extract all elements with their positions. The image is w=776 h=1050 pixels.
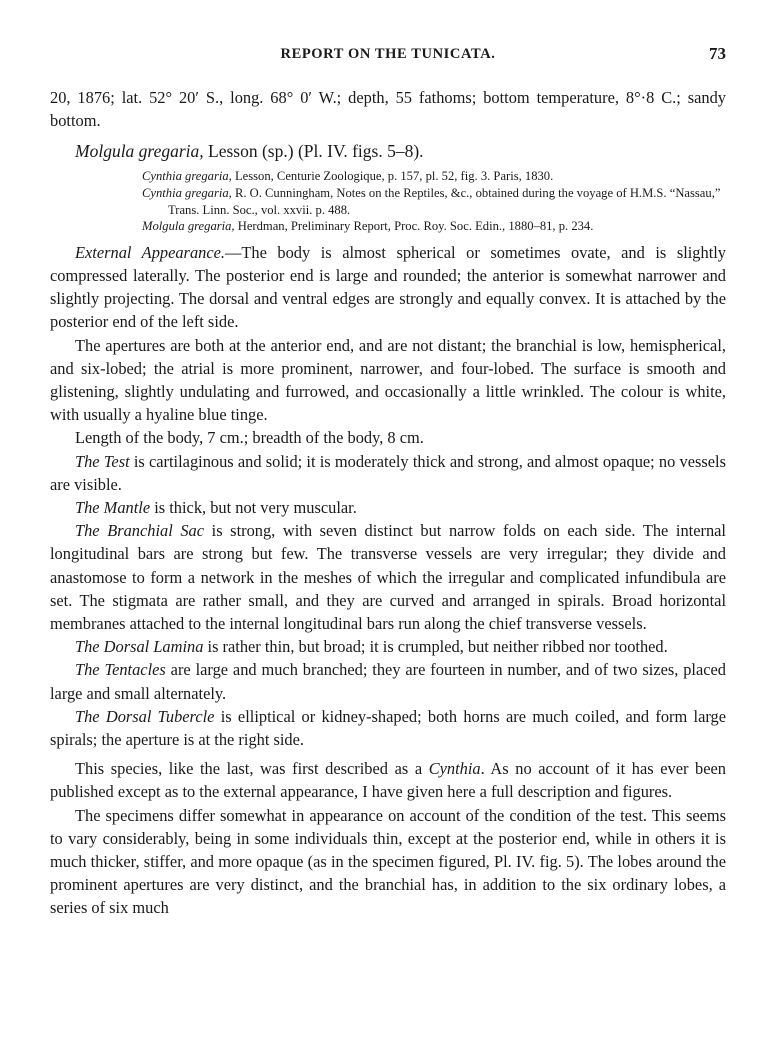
page-body	[50, 86, 726, 920]
paragraph-text: —The body is almost spherical or sometimes ovate, and is slightly compressed laterally. The posterior end is large and rounded; the anterior is somewhat narrower and slightly projecting. The dorsal and ventral edges are strongly and equally convex. It is attached by the posterior end of the left side.	[50, 242, 727, 332]
dorsal-lamina-paragraph	[50, 635, 726, 658]
tentacles-paragraph	[50, 658, 726, 704]
section-lead: The Test	[75, 451, 130, 471]
apertures-paragraph	[50, 334, 726, 427]
history-paragraph	[50, 757, 726, 803]
section-lead: The Dorsal Tubercle	[75, 706, 215, 726]
species-heading	[75, 139, 726, 163]
reference-taxon: Cynthia gregaria,	[142, 169, 232, 184]
running-title: REPORT ON THE TUNICATA.	[280, 46, 496, 62]
measurements-paragraph	[50, 426, 726, 449]
reference-citation: Herdman, Preliminary Report, Proc. Roy. Soc. Edin., 1880–81, p. 234.	[234, 219, 594, 234]
specimens-paragraph	[50, 804, 726, 920]
synonymy-references	[50, 168, 726, 234]
paragraph-text: . As no account of it has ever been published except as to the external appearance, I have given here a full description and figures.	[50, 759, 726, 802]
reference-entry	[50, 218, 726, 235]
opening-paragraph: 20, 1876; lat. 52° 20′ S., long. 68° 0′ W.; depth, 55 fathoms; bottom temperature, 8°·8 C.; sandy bottom.	[50, 88, 726, 131]
reference-taxon: Molgula gregaria,	[142, 219, 235, 234]
reference-taxon: Cynthia gregaria,	[142, 186, 232, 200]
paragraph-text: is strong, with seven distinct but narrow folds on each side. The internal longitudinal bars are strong but few. The transverse vessels are very irregular; they divide and anastomose to form a network in the meshes of which the irregular and complicated infundibula are set. The stigmata are rather small, and they are curved and arranged in spirals. Broad horizontal membranes attached to the internal longitudinal bars run along the chief transverse vessels.	[50, 521, 726, 634]
reference-entry	[50, 185, 726, 218]
section-lead: The Branchial Sac	[75, 521, 205, 541]
section-lead: The Tentacles	[75, 660, 166, 680]
reference-citation: Lesson, Centurie Zoologique, p. 157, pl. 52, fig. 3. Paris, 1830.	[231, 169, 554, 184]
branchial-sac-paragraph	[50, 519, 726, 635]
section-lead: The Mantle	[75, 498, 151, 518]
reference-citation: R. O. Cunningham, Notes on the Reptiles, &c., obtained during the voyage of H.M.S. “Nassau,” Trans. Linn. Soc., vol. xxvii. p. 488.	[168, 186, 721, 217]
reference-entry	[50, 168, 726, 185]
paragraph-text: is elliptical or kidney-shaped; both horns are much coiled, and form large spirals; the aperture is at the right side.	[50, 706, 726, 750]
species-authority: Lesson (sp.) (Pl. IV. figs. 5–8).	[203, 141, 424, 162]
paragraph-text: The specimens differ somewhat in appearance on account of the condition of the test. This seems to vary considerably, being in some individuals thin, except at the posterior end, while in others it is much thicker, stiffer, and more opaque (as in the specimen figured, Pl. IV. fig. 5). The lobes around the prominent apertures are very distinct, and the branchial has, in addition to the six ordinary lobes, a series of six much	[50, 805, 726, 918]
test-paragraph	[50, 450, 726, 496]
section-lead: External Appearance.	[75, 242, 225, 262]
mantle-paragraph	[50, 496, 726, 519]
species-name: Molgula gregaria,	[75, 141, 204, 162]
genus-name: Cynthia	[428, 759, 481, 779]
page-header	[50, 46, 726, 68]
paragraph-text: is thick, but not very muscular.	[150, 498, 357, 518]
paragraph-text: are large and much branched; they are fourteen in number, and of two sizes, placed large and small alternately.	[50, 660, 727, 703]
external-appearance-paragraph	[50, 241, 726, 334]
paragraph-text: is rather thin, but broad; it is crumpled, but neither ribbed nor toothed.	[203, 637, 668, 657]
paragraph-text: is cartilaginous and solid; it is moderately thick and strong, and almost opaque; no vessels are visible.	[50, 451, 726, 494]
paragraph-text: The apertures are both at the anterior end, and are not distant; the branchial is low, hemispherical, and six-lobed; the atrial is more prominent, narrower, and four-lobed. The surface is smooth and glistening, slightly undulating and furrowed, and occasionally a little wrinkled. The colour is white, with usually a hyaline blue tinge.	[50, 335, 726, 425]
paragraph-text: Length of the body, 7 cm.; breadth of the body, 8 cm.	[75, 428, 424, 448]
dorsal-tubercle-paragraph	[50, 705, 726, 751]
paragraph-text: This species, like the last, was first described as a	[75, 759, 429, 779]
section-lead: The Dorsal Lamina	[75, 637, 204, 657]
page-number: 73	[709, 44, 726, 63]
